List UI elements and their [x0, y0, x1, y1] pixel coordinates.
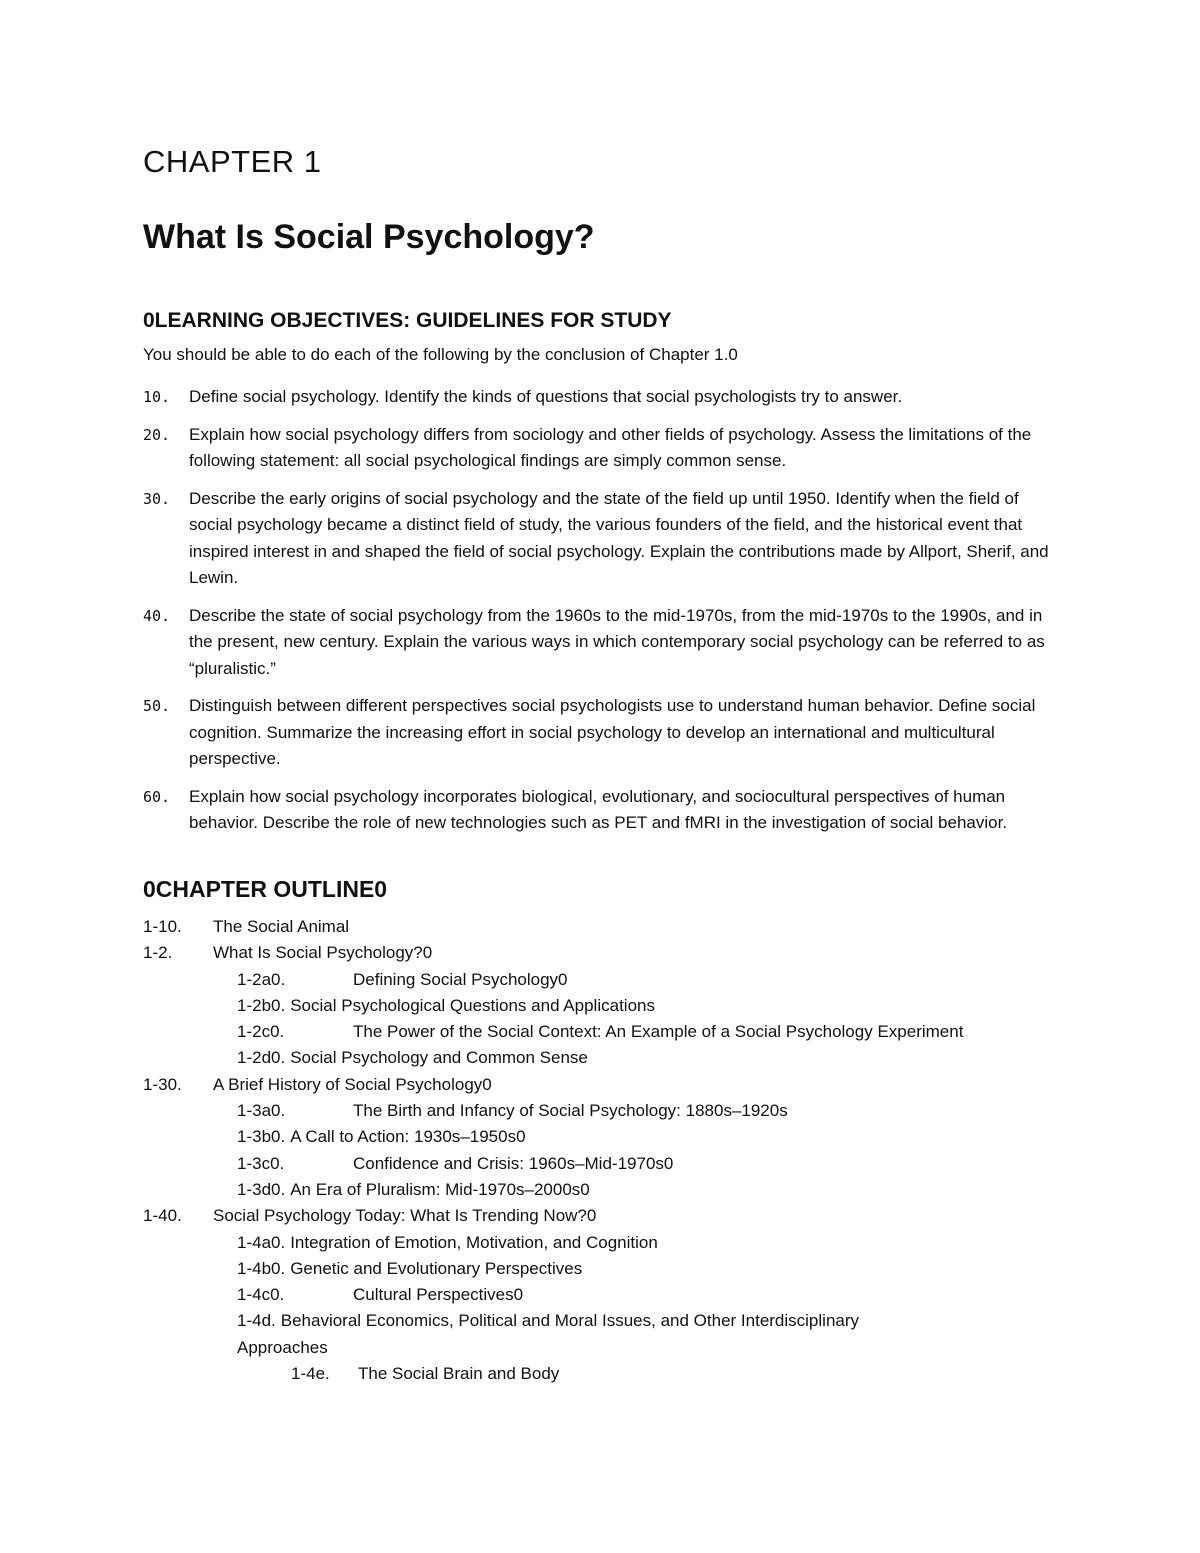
outline-text: The Social Brain and Body [358, 1364, 560, 1384]
outline-subsection [143, 1230, 1083, 1256]
objective-number: 50. [143, 697, 171, 715]
outline-number: 1-4a0. [237, 1232, 286, 1252]
outline-text: An Era of Pluralism: Mid-1970s–2000s0 [290, 1179, 590, 1199]
objective-number: 30. [143, 489, 171, 508]
objective-text: Explain how social psychology incorporates biological, evolutionary, and sociocultural perspectives of human behavior. Describe the role of new technologies such as PET and fMRI in the investigation of social behavior. [189, 786, 1008, 832]
objective-number: 40. [143, 606, 171, 625]
outline-subsection [143, 1098, 1083, 1124]
outline-text: Genetic and Evolutionary Perspectives [290, 1258, 583, 1278]
outline-text: Confidence and Crisis: 1960s–Mid-1970s0 [353, 1153, 674, 1173]
outline-subsection [143, 1282, 1083, 1308]
outline-subsection [143, 993, 1083, 1019]
outline-subsection [143, 1045, 1083, 1071]
outline-number: 1-3b0. [237, 1127, 286, 1147]
outline-text: The Social Animal [213, 917, 350, 936]
outline-number: 1-2d0. [237, 1048, 286, 1068]
chapter-title: What Is Social Psychology? [143, 218, 595, 256]
outline-text: Behavioral Economics, Political and Moral Issues, and Other Interdisciplinary [280, 1311, 860, 1331]
outline-text: Defining Social Psychology0 [353, 969, 568, 989]
outline-number: 1-3d0. [237, 1179, 286, 1199]
outline-text: The Birth and Infancy of Social Psychology: 1880s–1920s [353, 1101, 788, 1121]
outline-text: What Is Social Psychology?0 [213, 943, 433, 963]
objective-text: Describe the state of social psychology from the 1960s to the mid-1970s, from the mid-1970s to the 1990s, and in the present, new century. Explain the various ways in which contemporary social psychology can be referred to as “pluralistic.” [189, 605, 1045, 678]
objective-text: Describe the early origins of social psychology and the state of the field up until 1950. Identify when the field of social psychology became a distinct field of study, the various founders of the field, and the historical event that inspired interest in and shaped the field of social psychology. Explain the contributions made by Allport, Sherif, and Lewin. [189, 488, 1049, 587]
objective-number: 20. [143, 425, 171, 444]
outline-number: 1-2c0. [237, 1022, 285, 1042]
objective-text: Define social psychology. Identify the kinds of questions that social psychologists try to answer. [189, 387, 903, 406]
objective-item [143, 603, 1063, 683]
outline-subsection [143, 1361, 1083, 1387]
outline-number: 1-4c0. [237, 1285, 285, 1305]
objective-item [143, 422, 1063, 475]
objective-item [143, 486, 1063, 592]
outline-number: 1-2b0. [237, 995, 286, 1015]
outline-number: 1-4b0. [237, 1258, 286, 1278]
objective-text: Distinguish between different perspectives social psychologists use to understand human behavior. Define social cognition. Summarize the increasing effort in social psychology to develop an international and multicultural perspective. [189, 696, 1036, 768]
chapter-label: CHAPTER 1 [143, 144, 322, 179]
outline-number: 1-3a0. [237, 1101, 286, 1121]
outline-subsection [143, 1256, 1083, 1282]
outline-text: Cultural Perspectives0 [353, 1285, 524, 1305]
outline-number: 1-2a0. [237, 969, 286, 989]
outline-text-continuation: Approaches [237, 1337, 328, 1357]
outline-number: 1-10. [143, 917, 182, 936]
objectives-intro: You should be able to do each of the following by the conclusion of Chapter 1.0 [143, 345, 738, 364]
objective-number: 10. [143, 388, 171, 406]
outline-number: 1-4e. [291, 1364, 330, 1384]
outline-number: 1-30. [143, 1074, 182, 1094]
outline-section [143, 1072, 1083, 1098]
outline-subsection [143, 1177, 1083, 1203]
chapter-outline [143, 914, 1083, 1387]
outline-subsection [143, 967, 1083, 993]
outline-subsection [143, 1124, 1083, 1150]
objective-number: 60. [143, 787, 171, 806]
outline-subsection [143, 1151, 1083, 1177]
outline-heading: 0CHAPTER OUTLINE0 [143, 876, 388, 902]
outline-text: A Call to Action: 1930s–1950s0 [290, 1127, 526, 1147]
outline-number: 1-2. [143, 943, 173, 963]
outline-subsection [143, 1308, 1083, 1334]
objectives-list [143, 384, 1063, 848]
outline-text: Integration of Emotion, Motivation, and Cognition [290, 1232, 658, 1252]
outline-subsection [143, 1019, 1083, 1045]
outline-number: 1-3c0. [237, 1153, 285, 1173]
objective-item [143, 384, 1063, 411]
outline-section [143, 914, 1083, 940]
objective-item [143, 784, 1063, 837]
outline-text: Social Psychology and Common Sense [290, 1048, 588, 1068]
outline-section [143, 1203, 1083, 1229]
outline-section [143, 940, 1083, 966]
outline-text: A Brief History of Social Psychology0 [213, 1074, 492, 1094]
outline-text: Social Psychological Questions and Applications [290, 995, 655, 1015]
objectives-heading: 0LEARNING OBJECTIVES: GUIDELINES FOR STUDY [143, 309, 672, 332]
objective-item [143, 693, 1063, 773]
outline-text: The Power of the Social Context: An Example of a Social Psychology Experiment [353, 1022, 964, 1042]
outline-number: 1-40. [143, 1206, 182, 1226]
objective-text: Explain how social psychology differs from sociology and other fields of psychology. Assess the limitations of the following statement: all social psychological findings are simply common sense. [189, 424, 1032, 470]
outline-text: Social Psychology Today: What Is Trending Now?0 [213, 1206, 597, 1226]
outline-number: 1-4d. [237, 1311, 276, 1331]
